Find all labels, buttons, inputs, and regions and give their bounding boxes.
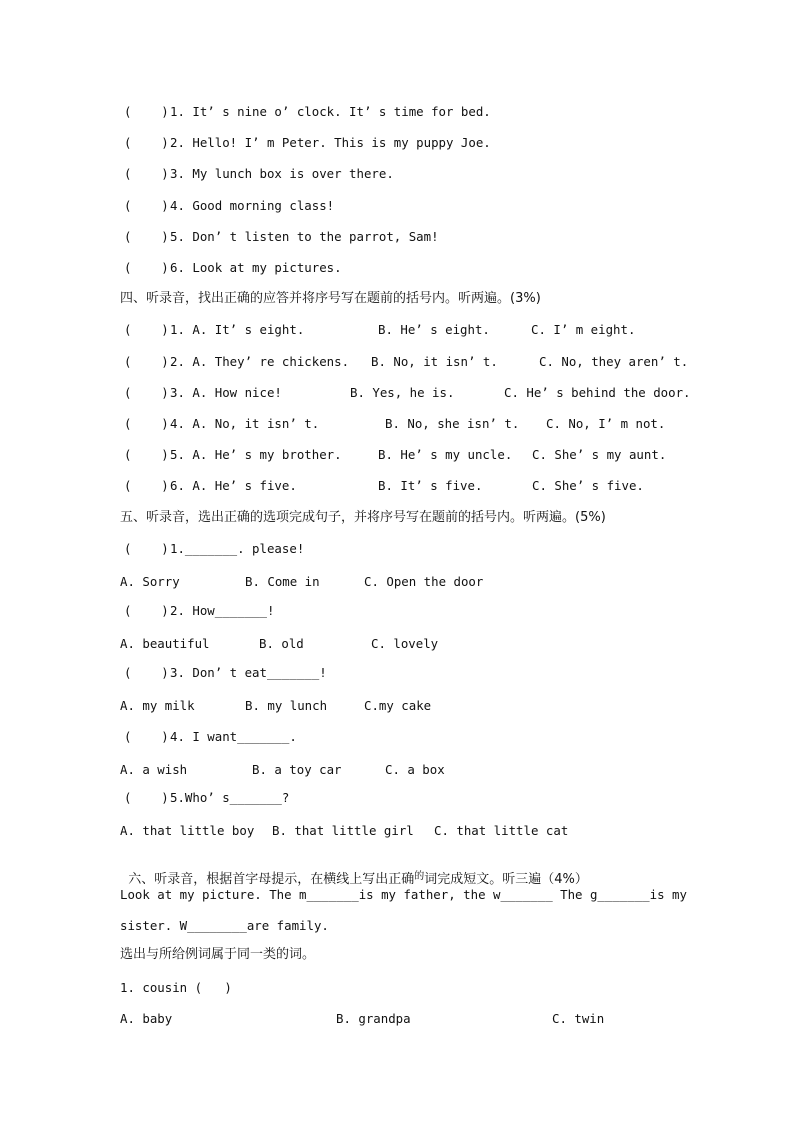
answer-bracket[interactable]: ( ) bbox=[124, 541, 169, 556]
s7-question-1: 1. cousin ( ) bbox=[120, 980, 232, 995]
option-a: 2. A. They’ re chickens. bbox=[170, 354, 350, 369]
section6-heading bbox=[120, 856, 588, 889]
item-text: 5. Don’ t listen to the parrot, Sam! bbox=[170, 229, 439, 244]
option-c: C. a box bbox=[385, 762, 445, 777]
option-b: B. Come in bbox=[245, 574, 320, 589]
option-a: A. baby bbox=[120, 1011, 173, 1026]
answer-bracket[interactable]: ( ) bbox=[124, 729, 169, 744]
option-a: A. my milk bbox=[120, 698, 195, 713]
heading-superscript: 的 bbox=[414, 871, 425, 882]
answer-bracket[interactable]: ( ) bbox=[124, 322, 169, 337]
option-a: 6. A. He’ s five. bbox=[170, 478, 297, 493]
answer-bracket[interactable]: ( ) bbox=[124, 135, 169, 150]
answer-bracket[interactable]: ( ) bbox=[124, 385, 169, 400]
option-b: B. Yes, he is. bbox=[350, 385, 455, 400]
answer-bracket[interactable]: ( ) bbox=[124, 665, 169, 680]
heading-text: 六、听录音，根据首字母提示，在横线上写出正确 bbox=[128, 872, 415, 887]
option-c: C. She’ s my aunt. bbox=[532, 447, 667, 462]
question-text: 5.Who’ s_______? bbox=[170, 790, 290, 805]
option-c: C. He’ s behind the door. bbox=[504, 385, 691, 400]
item-text: 6. Look at my pictures. bbox=[170, 260, 342, 275]
option-b: B. grandpa bbox=[336, 1011, 411, 1026]
option-b: B. old bbox=[259, 636, 304, 651]
passage-line-2: sister. W________are family. bbox=[120, 918, 329, 933]
answer-bracket[interactable]: ( ) bbox=[124, 260, 169, 275]
option-b: B. No, it isn’ t. bbox=[371, 354, 498, 369]
option-b: B. It’ s five. bbox=[378, 478, 483, 493]
heading-text: 词完成短文。听三遍（4%） bbox=[424, 872, 588, 887]
answer-bracket[interactable]: ( ) bbox=[124, 603, 169, 618]
answer-bracket[interactable]: ( ) bbox=[124, 198, 169, 213]
question-text: 2. How_______! bbox=[170, 603, 275, 618]
option-c: C.my cake bbox=[364, 698, 432, 713]
option-c: C. I’ m eight. bbox=[531, 322, 636, 337]
answer-bracket[interactable]: ( ) bbox=[124, 790, 169, 805]
option-b: B. He’ s my uncle. bbox=[378, 447, 513, 462]
option-a: A. beautiful bbox=[120, 636, 210, 651]
option-a: 1. A. It’ s eight. bbox=[170, 322, 305, 337]
option-a: 4. A. No, it isn’ t. bbox=[170, 416, 320, 431]
question-text: 4. I want_______. bbox=[170, 729, 297, 744]
option-a: 3. A. How nice! bbox=[170, 385, 282, 400]
answer-bracket[interactable]: ( ) bbox=[124, 354, 169, 369]
option-c: C. No, they aren’ t. bbox=[539, 354, 689, 369]
answer-bracket[interactable]: ( ) bbox=[124, 166, 169, 181]
section7-heading: 选出与所给例词属于同一类的词。 bbox=[120, 947, 316, 962]
answer-bracket[interactable]: ( ) bbox=[124, 229, 169, 244]
passage-line-1: Look at my picture. The m_______is my father, the w_______ The g_______is my bbox=[120, 887, 687, 902]
option-b: B. No, she isn’ t. bbox=[385, 416, 520, 431]
question-text: 3. Don’ t eat_______! bbox=[170, 665, 327, 680]
option-a: A. Sorry bbox=[120, 574, 180, 589]
question-text: 1._______. please! bbox=[170, 541, 305, 556]
answer-bracket[interactable]: ( ) bbox=[124, 416, 169, 431]
option-a: A. a wish bbox=[120, 762, 188, 777]
option-a: 5. A. He’ s my brother. bbox=[170, 447, 342, 462]
option-b: B. a toy car bbox=[252, 762, 342, 777]
option-c: C. twin bbox=[552, 1011, 605, 1026]
item-text: 2. Hello! I’ m Peter. This is my puppy Joe. bbox=[170, 135, 491, 150]
answer-bracket[interactable]: ( ) bbox=[124, 478, 169, 493]
option-b: B. that little girl bbox=[272, 823, 414, 838]
option-b: B. He’ s eight. bbox=[378, 322, 490, 337]
item-text: 1. It’ s nine o’ clock. It’ s time for bed. bbox=[170, 104, 491, 119]
item-text: 3. My lunch box is over there. bbox=[170, 166, 394, 181]
answer-bracket[interactable]: ( ) bbox=[124, 104, 169, 119]
s7-options-1 bbox=[120, 1011, 605, 1075]
section5-heading: 五、听录音，选出正确的选项完成句子，并将序号写在题前的括号内。听两遍。(5%) bbox=[120, 510, 606, 525]
option-c: C. Open the door bbox=[364, 574, 484, 589]
option-b: B. my lunch bbox=[245, 698, 328, 713]
option-c: C. that little cat bbox=[434, 823, 569, 838]
option-c: C. She’ s five. bbox=[532, 478, 644, 493]
option-c: C. lovely bbox=[371, 636, 439, 651]
option-a: A. that little boy bbox=[120, 823, 255, 838]
option-c: C. No, I’ m not. bbox=[546, 416, 666, 431]
item-text: 4. Good morning class! bbox=[170, 198, 335, 213]
answer-bracket[interactable]: ( ) bbox=[124, 447, 169, 462]
section4-heading: 四、听录音，找出正确的应答并将序号写在题前的括号内。听两遍。(3%) bbox=[120, 291, 541, 306]
